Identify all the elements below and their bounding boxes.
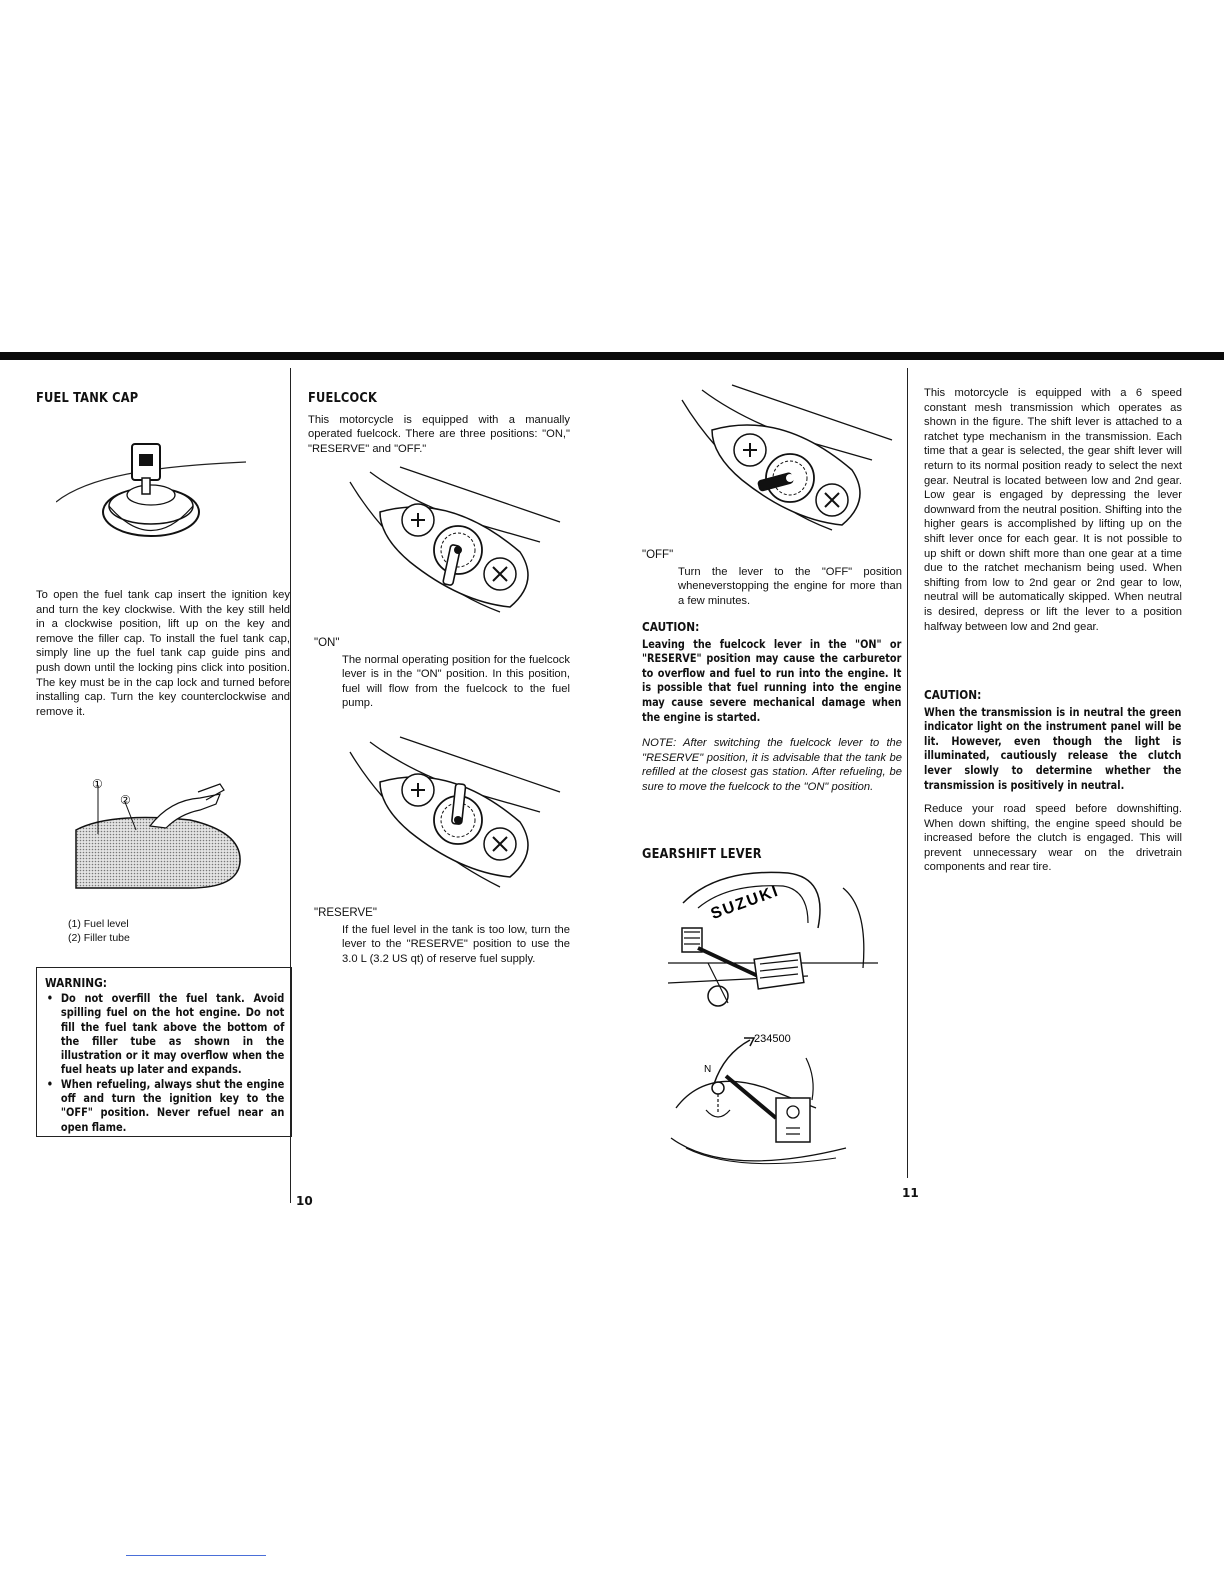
note-refuel: NOTE: After switching the fuelcock lever to the "RESERVE" position, it is advisable that the tank be refilled at the closest gas station. After refueling, be sure to move the fuelcock to the "ON" position. (642, 737, 902, 793)
reserve-position-body: If the fuel level in the tank is too low, turn the lever to the "RESERVE" position to use the 3.0 L (3.2 US qt) of reserve fuel supply. (342, 923, 570, 965)
top-rule (0, 352, 1224, 360)
neutral-mark-label: N (704, 1064, 712, 1075)
fuelcock-reserve-block (314, 906, 570, 966)
divider-right-column (907, 368, 908, 1178)
fuel-level-illustration (70, 770, 250, 900)
warning-item-overfill: • Do not overfill the fuel tank. Avoid spilling fuel on the hot engine. Do not fill the fuel tank above the bottom of the filler tube as shown in the illustration or it may overflow when the fuel heats up later and expands. (45, 992, 284, 1078)
fuel-tank-cap-body-block (36, 588, 290, 719)
downshift-block (924, 802, 1182, 875)
brand-label: SUZUKI (708, 882, 782, 923)
gear-pattern-label: 234500 (754, 1033, 791, 1045)
bottom-rule (126, 1555, 266, 1556)
note-block (642, 736, 902, 794)
warning-title: WARNING: (45, 976, 107, 990)
on-position-body: The normal operating position for the fuelcock lever is in the "ON" position. In this position, fuel will flow from the fuelcock to the fuel pump. (342, 653, 570, 710)
callout-2-label: ② (120, 793, 131, 807)
fuelcock-on-block (314, 636, 570, 711)
caution-transmission-body: When the transmission is in neutral the green indicator light on the instrument panel will be lit. However, even though the light is illuminated, cautiously release the clutch lever slowly to determine whether the transmission is positively in neutral. (924, 705, 1182, 792)
fuelcock-section (308, 392, 570, 456)
gearshift-lever-illustration (668, 868, 878, 1018)
off-position-label: "OFF" (642, 549, 674, 561)
caution-fuelcock-body: Leaving the fuelcock lever in the "ON" or "RESERVE" position may cause the carburetor to overflow and fuel to run into the engine. It is possible that fuel running into the engine may cause severe mechanical damage when the engine is started. (642, 637, 902, 724)
callout-1-label: ① (92, 777, 103, 791)
fuelcock-reserve-illustration (340, 732, 570, 897)
reserve-position-label: "RESERVE" (314, 907, 377, 919)
page-number-right: 11 (902, 1186, 919, 1200)
transmission-block (924, 386, 1182, 634)
warning-box (36, 967, 292, 1137)
warning-item-refuel: • When refueling, always shut the engine off and turn the ignition key to the "OFF" position. Never refuel near an open flame. (45, 1078, 284, 1135)
gearshift-section (642, 848, 902, 869)
fuel-tank-cap-illustration (56, 440, 256, 570)
caution-transmission-title: CAUTION: (924, 688, 982, 702)
gearshift-title: GEARSHIFT LEVER (642, 847, 762, 862)
caution-fuelcock-block (642, 620, 902, 725)
fuelcock-off-illustration (672, 380, 902, 540)
caution-fuelcock-title: CAUTION: (642, 620, 700, 634)
gear-pattern-illustration (666, 1028, 866, 1178)
fuel-tank-cap-title: FUEL TANK CAP (36, 391, 139, 406)
fuelcock-on-illustration (340, 462, 570, 622)
fuelcock-intro: This motorcycle is equipped with a manually operated fuelcock. There are three positions: "ON," "RESERVE" and "OFF." (308, 413, 570, 455)
on-position-label: "ON" (314, 637, 340, 649)
fuelcock-off-block (642, 548, 902, 608)
fuel-level-legend (68, 917, 130, 945)
fuel-tank-cap-body: To open the fuel tank cap insert the ignition key and turn the key clockwise. With the key still held in a clockwise position, lift up on the key and remove the filler cap. To install the fuel tank cap, simply line up the fuel tank cap guide pins and push down until the locking pins click into position. The key must be in the cap lock and turned before installing cap. Turn the key counterclockwise and remove it. (36, 589, 290, 718)
off-position-body: Turn the lever to the "OFF" position wheneverstopping the engine for more than a few minutes. (678, 565, 902, 607)
transmission-body: This motorcycle is equipped with a 6 speed constant mesh transmission which operates as shown in the figure. The shift lever is attached to a ratchet type mechanism in the transmission. Each time that a gear is selected, the gear shift lever will return to its normal position ready to select the next gear. Neutral is located between low and 2nd gear. Low gear is engaged by depressing the lever downward from the neutral position. Shifting into the higher gears is accomplished by lifting up on the shift lever once for each gear. It is not possible to up shift or down shift more than one gear at a time due to the ratchet mechanism being used. When shifting from low to 2nd gear or 2nd gear to low, neutral will be automatically skipped. When neutral is desired, depress or lift the lever to a position halfway between low and 2nd gear. (924, 387, 1182, 633)
legend-item-filler-tube: (2) Filler tube (68, 932, 130, 944)
downshift-body: Reduce your road speed before downshifting. When down shifting, the engine speed should be increased before the clutch is engaged. This will prevent unnecessary wear on the drivetrain components and rear tire. (924, 803, 1182, 874)
page-number-left: 10 (296, 1194, 313, 1208)
legend-item-fuel-level: (1) Fuel level (68, 918, 129, 930)
caution-transmission-block (924, 688, 1182, 793)
fuelcock-title: FUELCOCK (308, 391, 378, 406)
fuel-tank-cap-section (36, 392, 290, 413)
